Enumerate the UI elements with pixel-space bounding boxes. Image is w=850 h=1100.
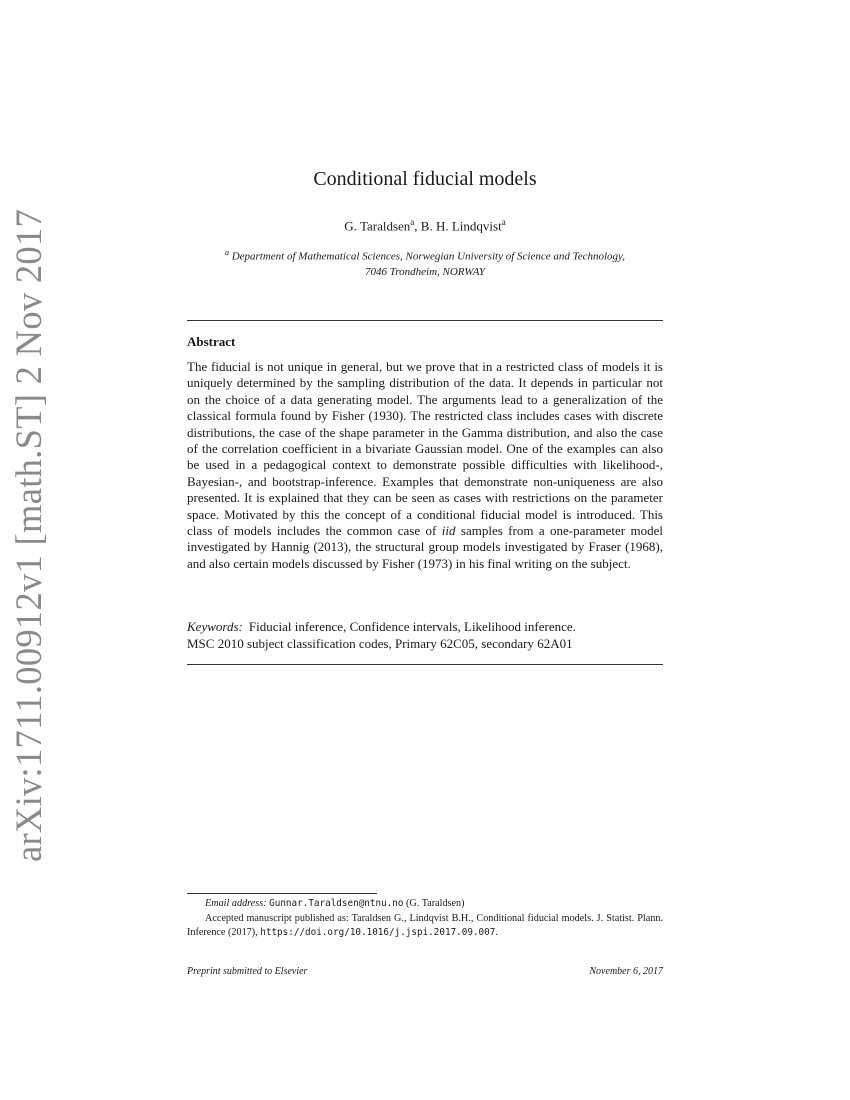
arxiv-identifier-stamp	[0, 208, 58, 863]
affiliation-line-2: 7046 Trondheim, NORWAY	[365, 265, 485, 278]
keywords-line	[187, 619, 663, 636]
msc-codes-line: MSC 2010 subject classification codes, Primary 62C05, secondary 62A01	[187, 635, 573, 651]
author-affiliation-mark: a	[501, 217, 506, 227]
author-name: B. H. Lindqvist	[420, 218, 502, 234]
email-address[interactable]: Gunnar.Taraldsen@ntnu.no	[269, 898, 404, 909]
author-affiliation-mark: a	[410, 217, 415, 227]
abstract-bottom-rule	[187, 664, 663, 665]
author-separator: ,	[414, 218, 421, 234]
abstract-text-part-2: samples from a one-parameter model investigated by Hannig (2013), the structural group models investigated by Fraser (1968), and also certain models discussed by Fisher (1973) in his final writing on the subject.	[187, 523, 663, 571]
doi-suffix: .	[495, 927, 498, 938]
page-footer	[187, 966, 663, 977]
abstract-body	[187, 359, 663, 572]
author-name: G. Taraldsen	[344, 218, 411, 234]
footnote-rule	[187, 893, 377, 894]
email-footnote	[187, 897, 663, 912]
paper-title: Conditional fiducial models	[313, 168, 537, 190]
affiliation	[140, 245, 710, 280]
abstract-top-rule	[187, 320, 663, 321]
keywords-label: Keywords:	[187, 619, 243, 634]
abstract-iid-word: iid	[441, 523, 456, 539]
footnotes	[187, 897, 663, 941]
abstract-heading: Abstract	[187, 334, 236, 349]
email-label: Email address:	[205, 898, 267, 909]
arxiv-stamp-text: arXiv:1711.00912v1 [math.ST] 2 Nov 2017	[8, 208, 50, 863]
email-owner: (G. Taraldsen)	[406, 898, 465, 909]
keywords-text: Fiducial inference, Confidence intervals, Likelihood inference.	[248, 619, 576, 634]
affiliation-line-1: Department of Mathematical Sciences, Norwegian University of Science and Technology,	[231, 250, 626, 263]
footer-preprint-note: Preprint submitted to Elsevier	[187, 966, 308, 977]
abstract-text-part-1: The fiducial is not unique in general, but we prove that in a restricted class of models it is uniquely determined by the sampling distribution of the data. It depends in particular not on the choice of a data generating model. The arguments lead to a generalization of the classical formula found by Fisher (1930). The restricted class includes cases with discrete distributions, the case of the shape parameter in the Gamma distribution, and also the case of the correlation coefficient in a bivariate Gaussian model. One of the examples can also be used in a pedagogical context to demonstrate possible difficulties with likelihood-, Bayesian-, and bootstrap-inference. Examples that demonstrate non-uniqueness are also presented. It is explained that they can be seen as cases with restrictions on the parameter space. Motivated by this the concept of a conditional fiducial model is introduced. This class of models includes the common case of	[187, 359, 663, 539]
footer-date: November 6, 2017	[589, 966, 663, 977]
keywords-block	[187, 619, 663, 652]
affiliation-mark: a	[224, 248, 229, 257]
doi-link[interactable]: https://doi.org/10.1016/j.jspi.2017.09.007	[260, 927, 496, 938]
author-list	[0, 217, 850, 234]
accepted-manuscript-footnote	[187, 912, 663, 941]
accepted-text: Accepted manuscript published as: Taraldsen G., Lindqvist B.H., Conditional fiducial models. J. Statist. Plann. Inference (2017),	[187, 912, 663, 938]
